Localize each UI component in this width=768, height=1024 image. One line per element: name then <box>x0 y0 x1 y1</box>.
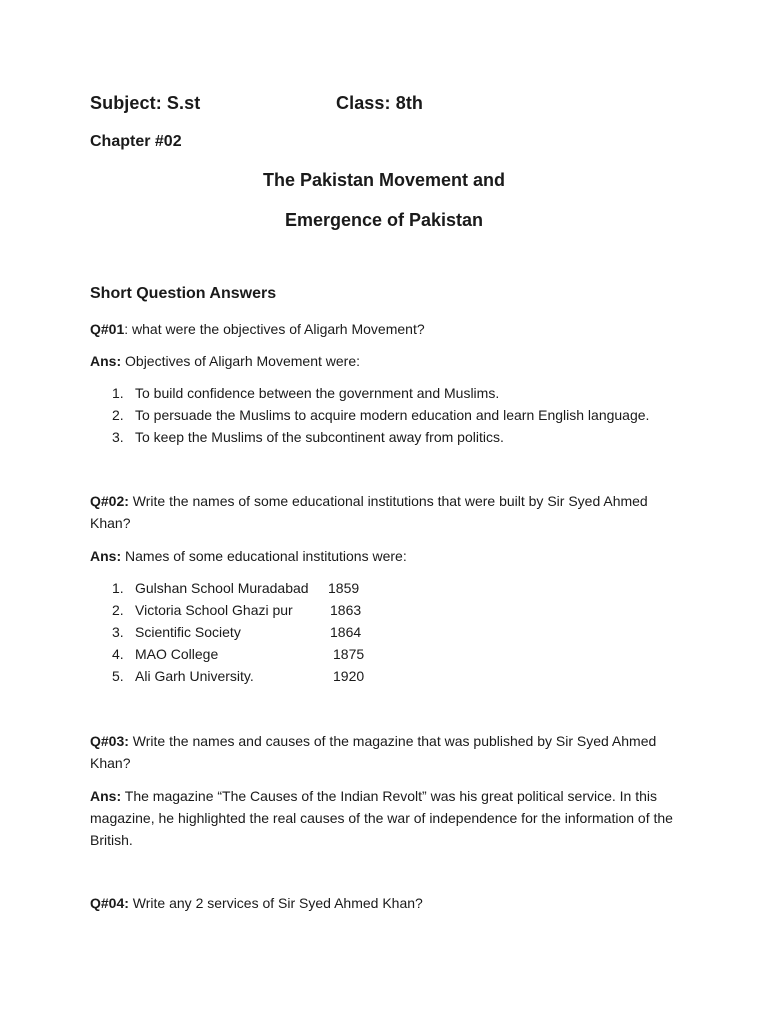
institution-year: 1863 <box>330 602 362 618</box>
list-number: 4. <box>112 646 124 662</box>
question-label: Q#03: <box>90 733 129 749</box>
answer-text: Objectives of Aligarh Movement were: <box>121 353 361 369</box>
chapter-title-line-1: The Pakistan Movement and <box>262 170 506 190</box>
answer-text: Names of some educational institutions were: <box>121 548 407 564</box>
chapter-label: Chapter #02 <box>90 133 182 150</box>
question-text: : what were the objectives of Aligarh Movement? <box>124 321 425 337</box>
question-label: Q#01 <box>90 321 125 337</box>
class-label: Class: 8th <box>336 93 424 113</box>
answer-label: Ans: <box>90 788 122 804</box>
subject-label: Subject: S.st <box>90 93 201 113</box>
institution-name: Ali Garh University. <box>135 668 254 684</box>
list-text: To build confidence between the government and Muslims. <box>135 385 500 401</box>
question-label: Q#02: <box>90 493 129 509</box>
answer-label: Ans: <box>90 548 122 564</box>
list-number: 3. <box>112 429 124 445</box>
section-heading: Short Question Answers <box>90 285 277 302</box>
answer-3 <box>90 785 680 851</box>
chapter-title-line-2: Emergence of Pakistan <box>284 210 484 230</box>
question-2 <box>90 490 680 534</box>
answer-label: Ans: <box>90 353 122 369</box>
institution-year: 1875 <box>333 646 365 662</box>
answer-1 <box>90 350 680 372</box>
list-number: 2. <box>112 602 124 618</box>
institution-year: 1859 <box>328 580 360 596</box>
list-number: 5. <box>112 668 124 684</box>
list-text: To persuade the Muslims to acquire modern education and learn English language. <box>135 407 650 423</box>
institution-name: Gulshan School Muradabad <box>135 580 309 596</box>
question-4 <box>90 892 680 914</box>
question-text: Write the names of some educational institutions that were built by Sir Syed Ahmed Khan? <box>90 493 648 531</box>
list-number: 2. <box>112 407 124 423</box>
list-text: To keep the Muslims of the subcontinent away from politics. <box>135 429 504 445</box>
institution-name: Victoria School Ghazi pur <box>135 602 293 618</box>
institution-name: Scientific Society <box>135 624 241 640</box>
institution-year: 1920 <box>333 668 365 684</box>
answer-text: The magazine “The Causes of the Indian Revolt” was his great political service. In this magazine, he highlighted the real causes of the war of independence for the information of the British. <box>90 788 673 848</box>
list-number: 1. <box>112 580 124 596</box>
institution-name: MAO College <box>135 646 219 662</box>
institution-year: 1864 <box>330 624 362 640</box>
question-1 <box>90 318 680 340</box>
list-number: 3. <box>112 624 124 640</box>
list-number: 1. <box>112 385 124 401</box>
answer-2 <box>90 545 680 567</box>
question-3 <box>90 730 680 774</box>
question-label: Q#04: <box>90 895 129 911</box>
question-text: Write the names and causes of the magazine that was published by Sir Syed Ahmed Khan? <box>90 733 657 771</box>
question-text: Write any 2 services of Sir Syed Ahmed Khan? <box>128 895 423 911</box>
